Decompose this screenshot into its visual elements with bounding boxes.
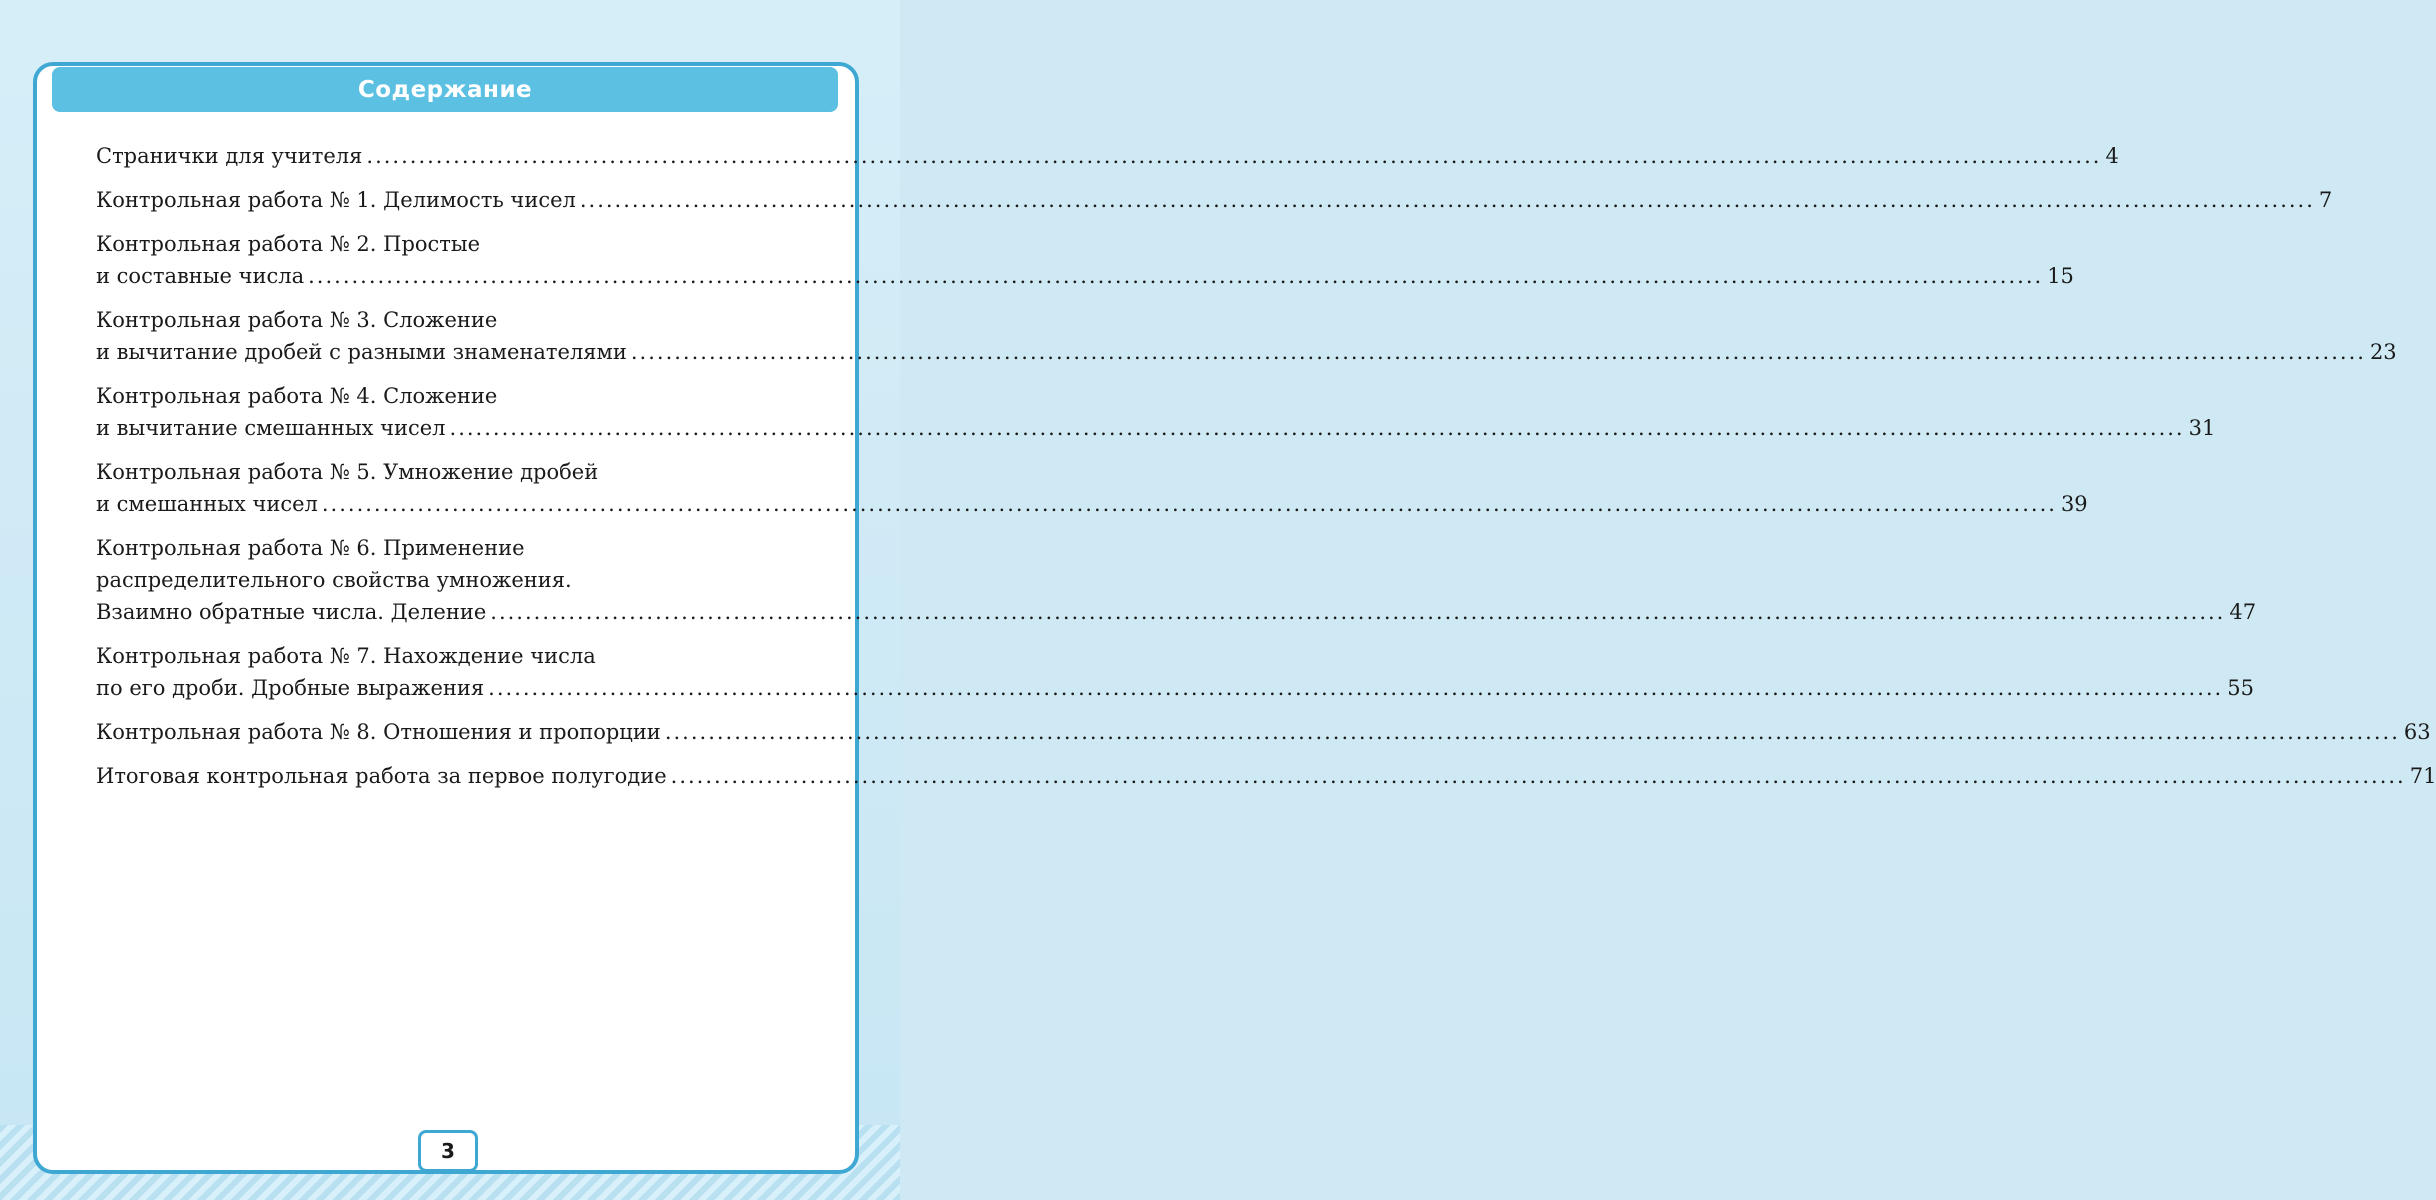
toc-entry-title-line: Итоговая контрольная работа за первое полугодие <box>96 764 667 788</box>
contents-header <box>52 67 838 112</box>
toc-entry[interactable] <box>96 640 2254 704</box>
dot-leader: ........................................................................................................................................................................................................ <box>664 720 2400 744</box>
toc-entry[interactable] <box>96 228 2074 292</box>
toc-entry-title-line: Контрольная работа № 3. Сложение <box>96 308 498 332</box>
toc-entry-row <box>96 260 2074 292</box>
toc-entry-title-line: Контрольная работа № 8. Отношения и пропорции <box>96 720 661 744</box>
toc-entry-page: 47 <box>2229 600 2257 624</box>
toc-entry-title-line: распределительного свойства умножения. <box>96 568 572 592</box>
toc-entry-row <box>96 760 2436 792</box>
toc-entry-title-line: и вычитание дробей с разными знаменателями <box>96 340 627 364</box>
toc-entry-title-line: Контрольная работа № 1. Делимость чисел <box>96 188 576 212</box>
toc-entry-row <box>96 716 2431 748</box>
toc-entry-page: 23 <box>2369 340 2397 364</box>
toc-entry-title-line: Контрольная работа № 4. Сложение <box>96 384 498 408</box>
toc-entry-title-line: Странички для учителя <box>96 144 363 168</box>
toc-entry[interactable] <box>96 716 2431 748</box>
toc-entry-page: 7 <box>2318 188 2333 212</box>
dot-leader: ........................................................................................................................................................................................................ <box>449 416 2185 440</box>
toc-entry[interactable] <box>96 184 2333 216</box>
toc-entry[interactable] <box>96 304 2397 368</box>
toc-entry-page: 15 <box>2047 264 2074 288</box>
toc-entry-title-line: Контрольная работа № 7. Нахождение числа <box>96 644 596 668</box>
toc-entry-title-line: и вычитание смешанных чисел <box>96 416 446 440</box>
toc-entry-page: 4 <box>2105 144 2119 168</box>
toc-entry-title-line: Контрольная работа № 2. Простые <box>96 232 481 256</box>
dot-leader: ........................................................................................................................................................................................................ <box>321 492 2057 516</box>
toc-entry-row <box>96 672 2254 704</box>
toc-entry-page: 63 <box>2403 720 2431 744</box>
toc-entry[interactable] <box>96 380 2216 444</box>
dot-leader: ........................................................................................................................................................................................................ <box>366 144 2102 168</box>
toc-entry[interactable] <box>96 140 2119 172</box>
toc-entry-title-line: Контрольная работа № 5. Умножение дробей <box>96 460 599 484</box>
toc-entry-row <box>96 184 2333 216</box>
toc-entry-title-line: по его дроби. Дробные выражения <box>96 676 485 700</box>
dot-leader: ........................................................................................................................................................................................................ <box>308 264 2044 288</box>
toc-entry-row <box>96 412 2216 444</box>
dot-leader: ........................................................................................................................................................................................................ <box>670 764 2406 788</box>
toc-entry[interactable] <box>96 456 2088 520</box>
contents-title: Содержание <box>357 76 533 103</box>
toc-entry-title-line: и смешанных чисел <box>96 492 318 516</box>
page-number-box <box>418 1130 478 1172</box>
toc-entry[interactable] <box>96 532 2257 628</box>
toc-entry[interactable] <box>96 760 2436 792</box>
toc-entry-page: 71 <box>2409 764 2436 788</box>
toc-entry-row <box>96 140 2119 172</box>
toc-entry-title-line: Взаимно обратные числа. Деление <box>96 600 487 624</box>
toc-entry-page: 39 <box>2060 492 2088 516</box>
dot-leader: ........................................................................................................................................................................................................ <box>490 600 2226 624</box>
page-number: 3 <box>441 1139 455 1163</box>
toc-entry-row <box>96 488 2088 520</box>
toc-entry-page: 31 <box>2188 416 2216 440</box>
dot-leader: ........................................................................................................................................................................................................ <box>579 188 2315 212</box>
toc-entry-page: 55 <box>2227 676 2254 700</box>
toc-entry-title-line: и составные числа <box>96 264 305 288</box>
dot-leader: ........................................................................................................................................................................................................ <box>488 676 2224 700</box>
dot-leader: ........................................................................................................................................................................................................ <box>630 340 2366 364</box>
toc-entry-title-line: Контрольная работа № 6. Применение <box>96 536 525 560</box>
toc-entry-row <box>96 596 2257 628</box>
table-of-contents <box>96 140 2436 804</box>
toc-entry-row <box>96 336 2397 368</box>
